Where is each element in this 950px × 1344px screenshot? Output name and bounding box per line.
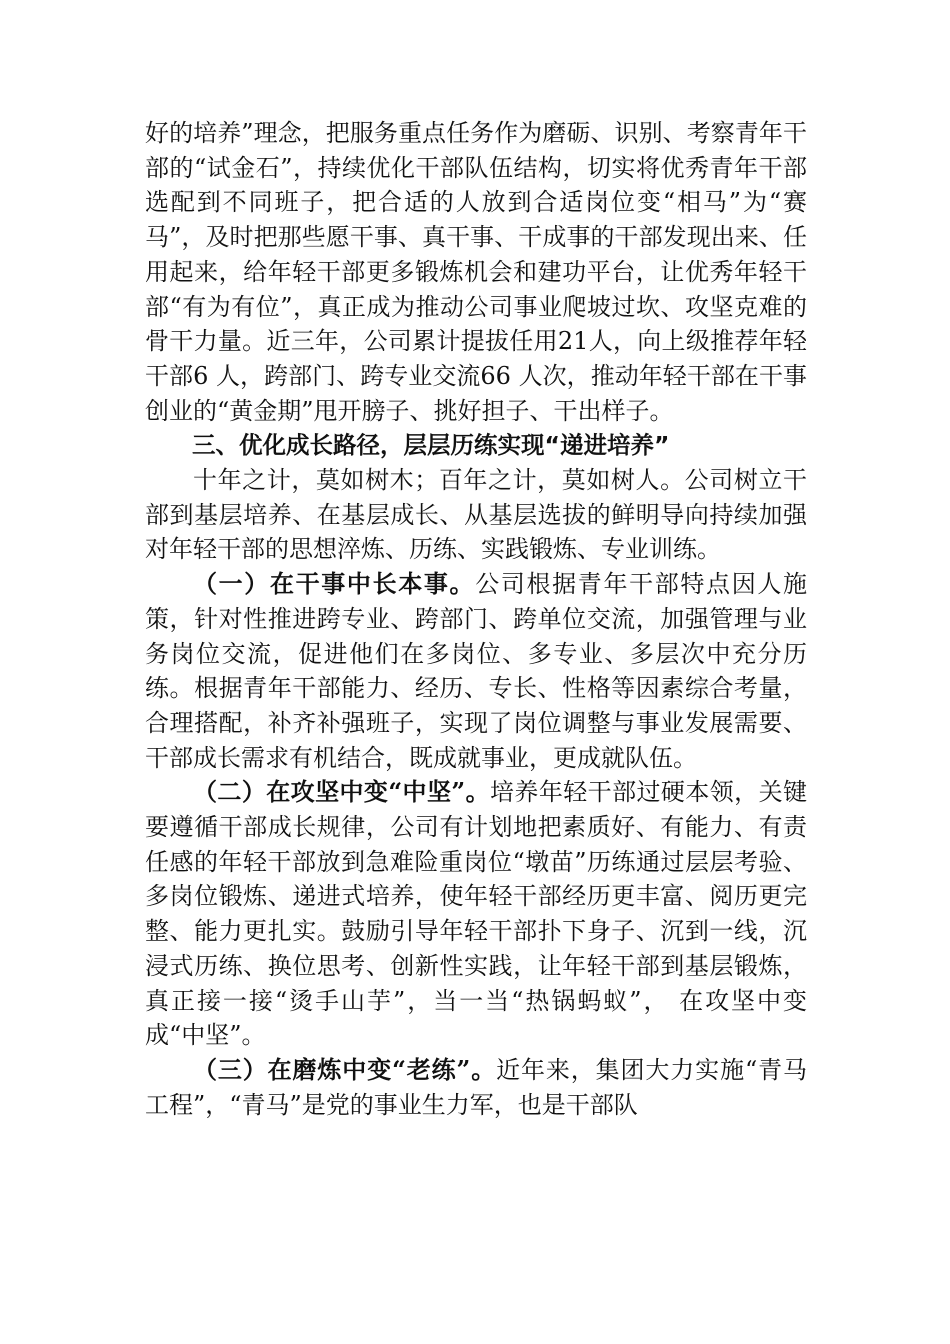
subsection-2	[145, 775, 807, 1053]
subsection-1-title: （一）在干事中长本事。	[193, 569, 476, 599]
paragraph-intro: 十年之计，莫如树木；百年之计，莫如树人。公司树立干部到基层培养、在基层成长、从基层选拔的鲜明导向持续加强对年轻干部的思想淬炼、历练、实践锻炼、专业训练。	[145, 466, 807, 564]
subsection-1-body: 公司根据青年干部特点因人施策，针对性推进跨专业、跨部门、跨单位交流，加强管理与业务岗位交流，促进他们在多岗位、多专业、多层次中充分历练。根据青年干部能力、经历、专长、性格等因素综合考量，合理搭配，补齐补强班子，实现了岗位调整与事业发展需要、干部成长需求有机结合，既成就事业，更成就队伍。	[145, 570, 808, 772]
subsection-3-title: （三）在磨炼中变“老练”。	[193, 1054, 497, 1084]
section-heading-3: 三、优化成长路径，层层历练实现“递进培养”	[192, 431, 670, 460]
subsection-3-body: 近年来，集团大力实施“青马工程”，“青马”是党的事业生力军，也是干部队	[145, 1055, 807, 1119]
paragraph-continued: 好的培养”理念，把服务重点任务作为磨砺、识别、考察青年干部的“试金石”，持续优化干部队伍结构，切实将优秀青年干部选配到不同班子，把合适的人放到合适岗位变“相马”为“赛马”，及时把那些愿干事、真干事、干成事的干部发现出来、任用起来，给年轻干部更多锻炼机会和建功平台，让优秀年轻干部“有为有位”，真正成为推动公司事业爬坡过坎、攻坚克难的骨干力量。近三年，公司累计提拔任用21人，向上级推荐年轻干部6 人，跨部门、跨专业交流66 人次，推动年轻干部在干事创业的“黄金期”甩开膀子、挑好担子、干出样子。	[145, 119, 807, 425]
subsection-2-body: 培养年轻干部过硬本领，关键要遵循干部成长规律，公司有计划地把素质好、有能力、有责任感的年轻干部放到急难险重岗位“墩苗”历练通过层层考验、多岗位锻炼、递进式培养，使年轻干部经历更丰富、阅历更完整、能力更扎实。鼓励引导年轻干部扑下身子、沉到一线，沉浸式历练、换位思考、创新性实践，让年轻干部到基层锻炼，真正接一接“烫手山芋”，当一当“热锅蚂蚁”， 在攻坚中变成“中坚”。	[145, 778, 808, 1050]
subsection-2-title: （二）在攻坚中变“中坚”。	[193, 777, 491, 807]
subsection-3	[145, 1053, 807, 1122]
document-page	[145, 116, 807, 1122]
subsection-1	[145, 567, 807, 775]
